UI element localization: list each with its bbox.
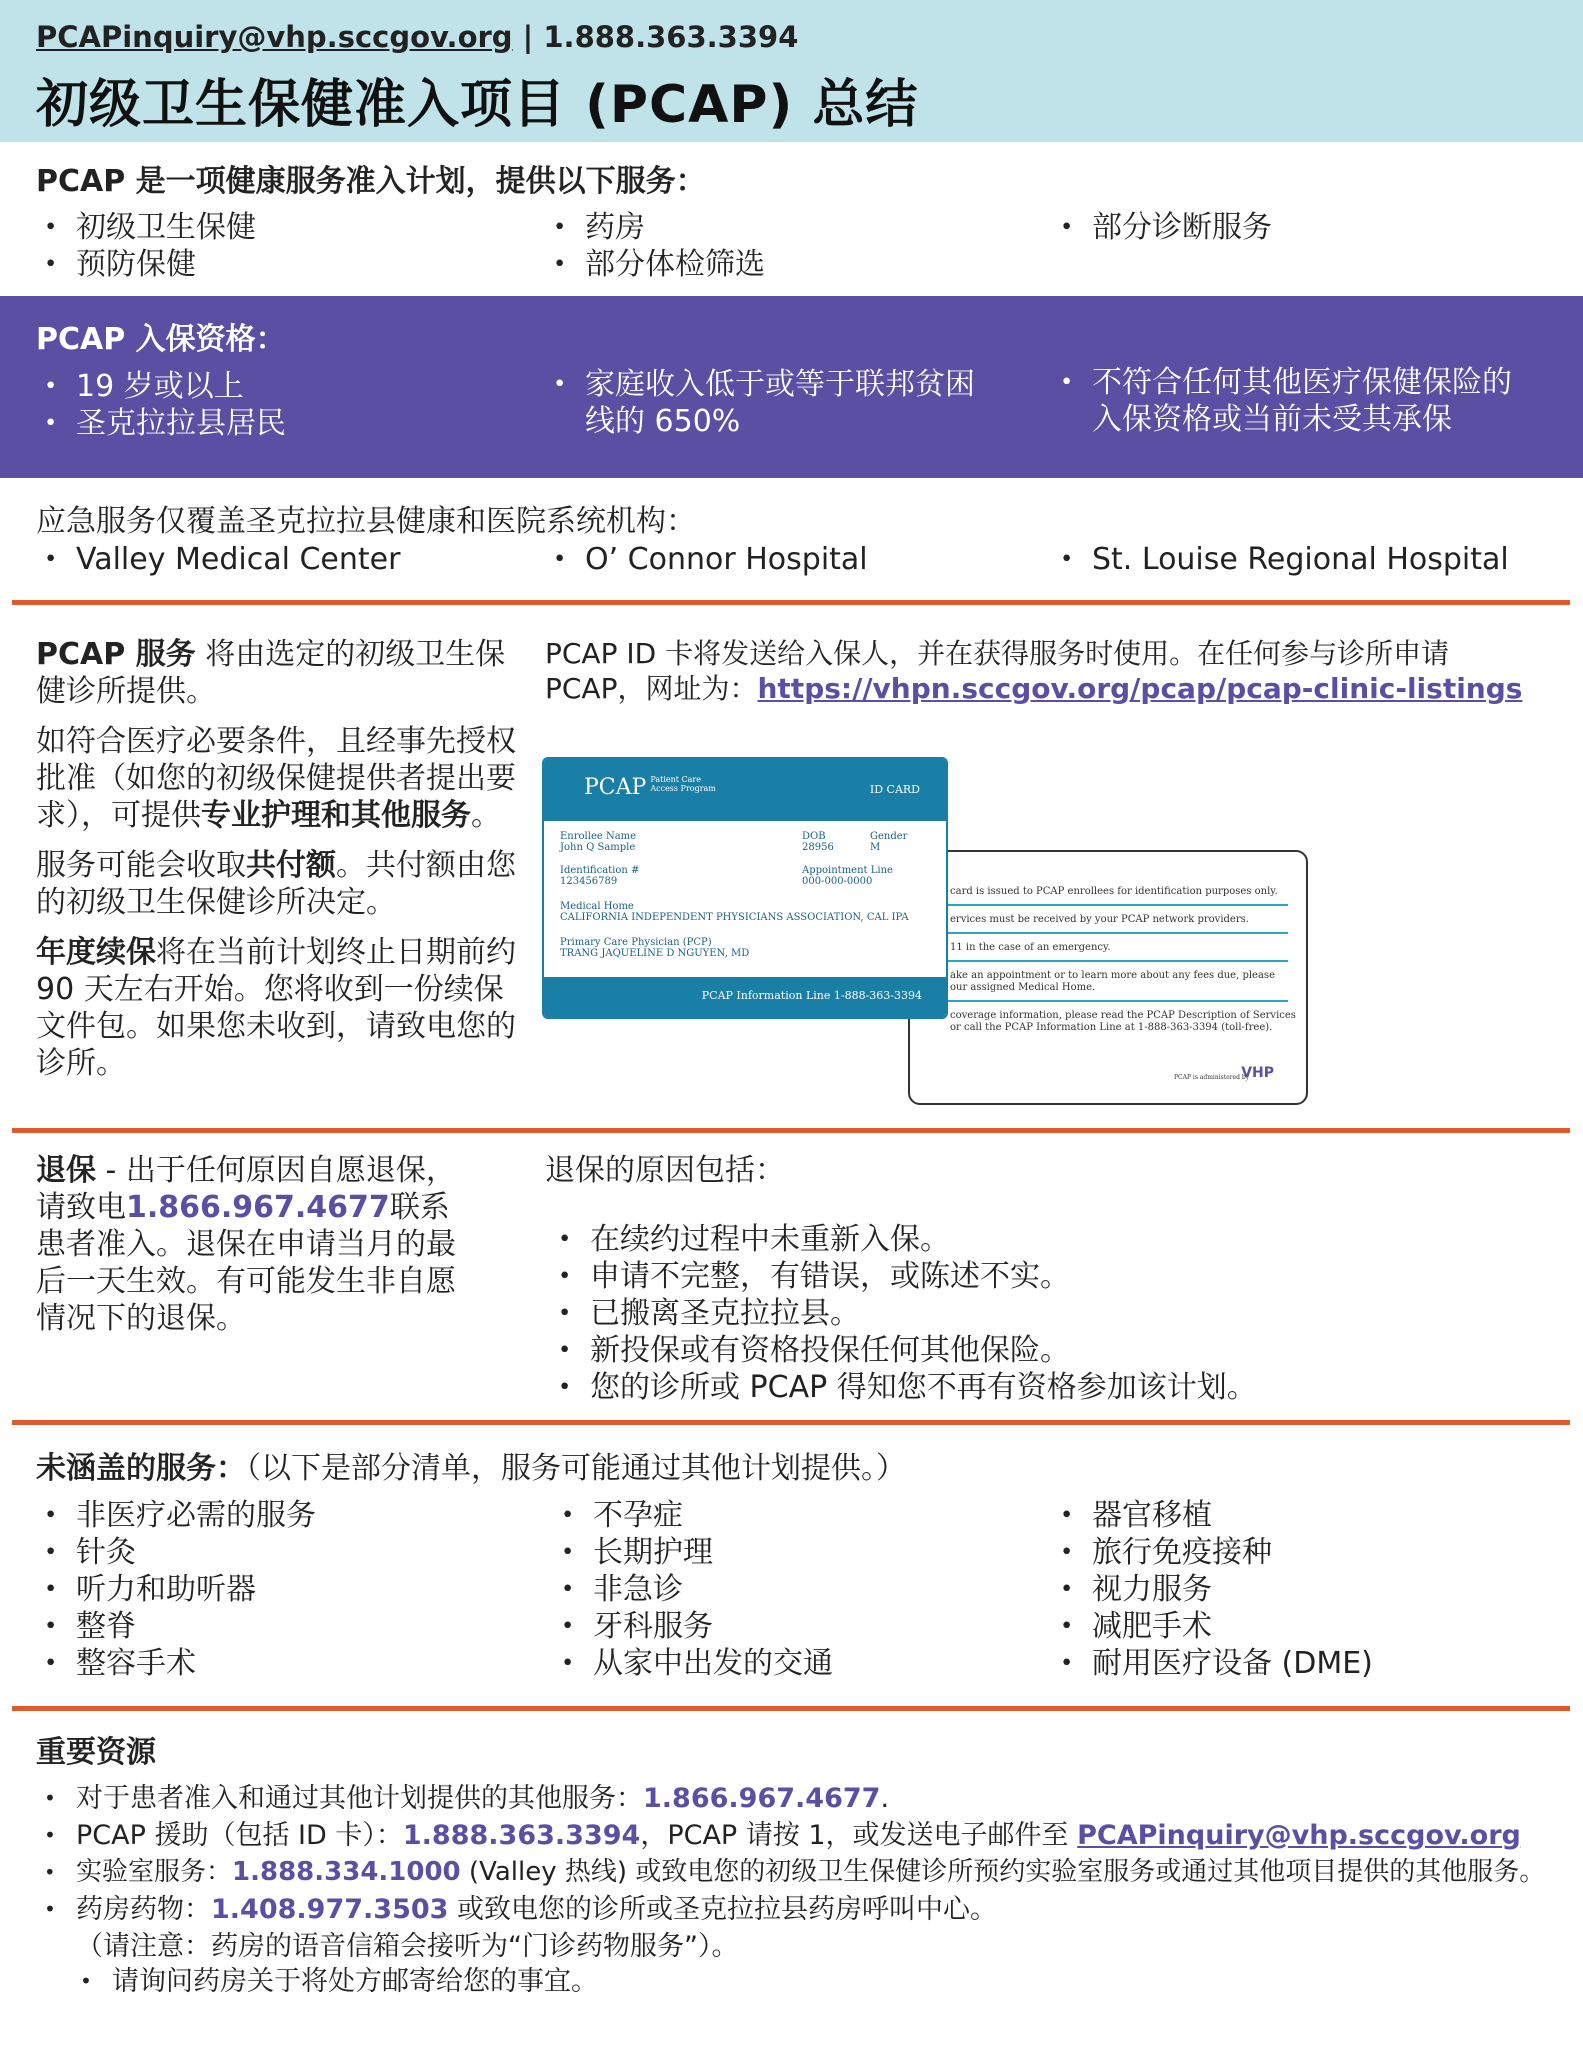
not-covered-heading: 未涵盖的服务：（以下是部分清单，服务可能通过其他计划提供。） [36,1451,906,1486]
list-item: • Valley Medical Center [36,541,536,578]
disenroll-reasons-heading: 退保的原因包括： [545,1153,785,1188]
list-item: • 不符合任何其他医疗保健保险的入保资格或当前未受其承保 [1052,364,1522,438]
lab-phone[interactable]: 1.888.334.1000 [232,1857,461,1887]
list-item: • 请询问药房关于将处方邮寄给您的事宜。 [72,1963,1272,2000]
resources-list [36,1780,1581,1965]
patient-access-phone[interactable]: 1.866.967.4677 [643,1783,881,1814]
not-covered-list-1 [36,1497,516,1682]
section-divider [12,1706,1570,1711]
list-item: • 视力服务 [1052,1571,1552,1608]
pharmacy-phone[interactable]: 1.408.977.3503 [211,1894,449,1925]
list-item: • 药房药物：1.408.977.3503 或致电您的诊所或圣克拉拉县药房呼叫中心。 （请注意：药房的语音信箱会接听为“门诊药物服务”）。 [36,1891,1581,1965]
pcap-email-link[interactable]: PCAPinquiry@vhp.sccgov.org [1077,1820,1521,1851]
eligibility-list-3 [1052,364,1522,438]
eligibility-band [0,296,1583,478]
section-divider [12,1420,1570,1425]
eligibility-list-1 [36,368,516,442]
list-item: • 整脊 [36,1608,516,1645]
emergency-list-1 [36,541,536,578]
id-card-back-image: card is issued to PCAP enrollees for identification purposes only. ervices must be received by your PCAP network providers. 11 in the case of an emergency. ake an appointment or to learn more about any fees due, please our assigned Medical Home. coverage information, please read the PCAP Description of Services or call the PCAP Information Line at 1-888-363-3394 (toll-free). PCAP is administered by VHP [908,850,1308,1105]
eligibility-list-2 [545,366,985,440]
list-item: • 减肥手术 [1052,1608,1552,1645]
list-item: • 家庭收入低于或等于联邦贫困线的 650% [545,366,985,440]
list-item: • 初级卫生保健 [36,209,516,246]
list-item: • 19 岁或以上 [36,368,516,405]
page-title: 初级卫生保健准入项目 (PCAP) 总结 [36,75,919,135]
services-list-1 [36,209,516,283]
list-item: • 牙科服务 [553,1608,1033,1645]
resources-heading: 重要资源 [36,1735,156,1770]
list-item: • 申请不完整，有错误，或陈述不实。 [550,1258,1560,1295]
resources-sublist [72,1963,1272,2000]
list-item: • 对于患者准入和通过其他计划提供的其他服务：1.866.967.4677. [36,1780,1581,1817]
list-item: • 已搬离圣克拉拉县。 [550,1295,1560,1332]
pcap-services-para-4: 年度续保将在当前计划终止日期前约 90 天左右开始。您将收到一份续保文件包。如果您未收到，请致电您的诊所。 [36,935,516,1081]
pcap-services-para-1: PCAP 服务 将由选定的初级卫生保健诊所提供。 [36,637,506,709]
list-item: • 不孕症 [553,1497,1033,1534]
disenroll-phone[interactable]: 1.866.967.4677 [126,1190,390,1225]
list-item: • 耐用医疗设备 (DME) [1052,1645,1552,1682]
header-banner [0,0,1583,142]
list-item: • 圣克拉拉县居民 [36,405,516,442]
header-separator: | [522,20,534,54]
id-card-front-image: PCAP Patient Care Access Program ID CARD Enrollee Name John Q Sample DOB 28956 Gender M Identification # 123456789 Appointment Line 000-000-0000 Medical Home CALIFORNIA INDEPENDENT PHYSICIANS ASSOCIATION, CAL IPA Primary Care Physician (PCP) TRANG JAQUELINE D NGUYEN, MD PCAP Information Line 1-888-363-3394 [542,757,948,1019]
pcap-services-block [36,636,526,1095]
vhp-logo: VHP [1241,1065,1274,1081]
list-item: • 您的诊所或 PCAP 得知您不再有资格参加该计划。 [550,1369,1560,1406]
services-heading: PCAP 是一项健康服务准入计划，提供以下服务： [36,164,706,199]
id-card-intro: PCAP ID 卡将发送给入保人，并在获得服务时使用。在任何参与诊所申请 PCAP，网址为：https://vhpn.sccgov.org/pcap/pcap-clinic-listings [545,637,1523,705]
list-item: • PCAP 援助（包括 ID 卡）：1.888.363.3394，PCAP 请按 1，或发送电子邮件至 PCAPinquiry@vhp.sccgov.org [36,1817,1581,1854]
header-email-link[interactable]: PCAPinquiry@vhp.sccgov.org [36,20,513,54]
pcap-services-para-3: 服务可能会收取共付额。共付额由您的初级卫生保健诊所决定。 [36,848,516,920]
list-item: • 整容手术 [36,1645,516,1682]
disenroll-reasons-list [550,1221,1560,1406]
list-item: • 器官移植 [1052,1497,1552,1534]
pcap-services-para-2: 如符合医疗必要条件，且经事先授权批准（如您的初级保健提供者提出要求），可提供专业护理和其他服务。 [36,724,516,833]
list-item: • 部分诊断服务 [1052,209,1532,246]
list-item: • 部分体检筛选 [545,246,1025,283]
section-divider [12,1128,1570,1133]
not-covered-list-2 [553,1497,1033,1682]
emergency-list-2 [545,541,1045,578]
section-divider [12,600,1570,605]
list-item: • 非急诊 [553,1571,1033,1608]
not-covered-list-3 [1052,1497,1552,1682]
disenroll-block: 退保 - 出于任何原因自愿退保，请致电1.866.967.4677联系患者准入。退保在申请当月的最后一天生效。有可能发生非自愿情况下的退保。 [36,1153,456,1336]
list-item: • 在续约过程中未重新入保。 [550,1221,1560,1258]
list-item: • 旅行免疫接种 [1052,1534,1552,1571]
list-item: • 听力和助听器 [36,1571,516,1608]
pcap-assist-phone[interactable]: 1.888.363.3394 [402,1820,641,1851]
list-item: • 实验室服务：1.888.334.1000 (Valley 热线) 或致电您的初级卫生保健诊所预约实验室服务或通过其他项目提供的其他服务。 [36,1854,1581,1891]
list-item: • 药房 [545,209,1025,246]
list-item: • 针灸 [36,1534,516,1571]
list-item: • 从家中出发的交通 [553,1645,1033,1682]
header-phone: 1.888.363.3394 [543,20,799,54]
clinic-listings-link[interactable]: https://vhpn.sccgov.org/pcap/pcap-clinic-listings [757,672,1523,705]
emergency-list-3 [1052,541,1572,578]
list-item: • O’ Connor Hospital [545,541,1045,578]
list-item: • 新投保或有资格投保任何其他保险。 [550,1332,1560,1369]
list-item: • 非医疗必需的服务 [36,1497,516,1534]
list-item: • 长期护理 [553,1534,1033,1571]
list-item: • St. Louise Regional Hospital [1052,541,1572,578]
services-list-3 [1052,209,1532,246]
eligibility-heading: PCAP 入保资格： [36,322,286,357]
services-list-2 [545,209,1025,283]
pcap-card-logo: PCAP Patient Care Access Program [584,775,716,800]
list-item: • 预防保健 [36,246,516,283]
emergency-heading: 应急服务仅覆盖圣克拉拉县健康和医院系统机构： [36,504,696,539]
header-contact [36,20,798,54]
